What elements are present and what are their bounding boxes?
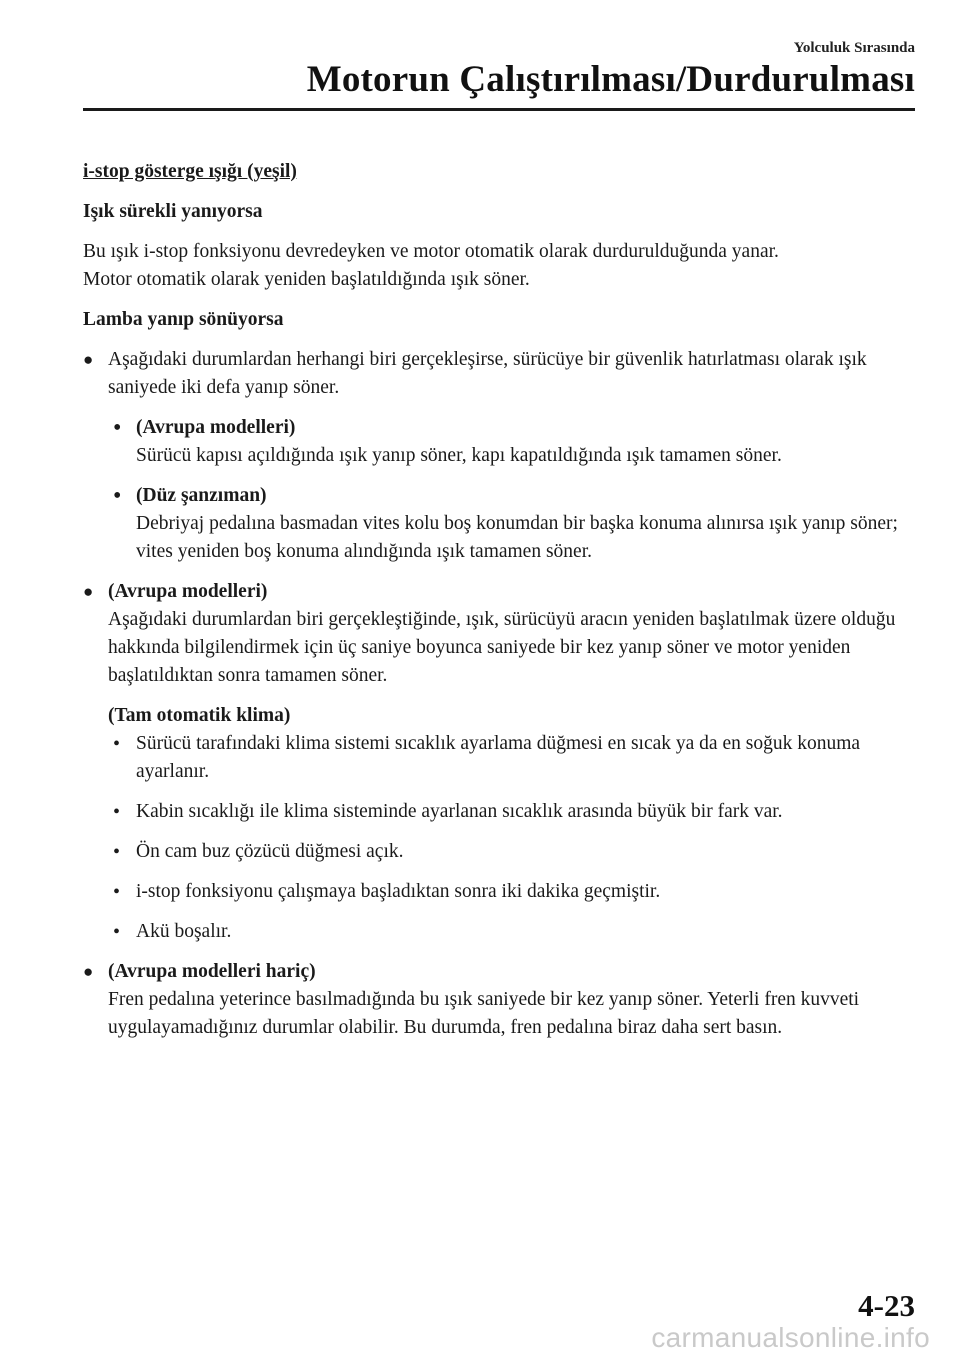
condition-text: Akü boşalır. (136, 921, 232, 942)
bullet-text: Fren pedalına yeterince basılmadığında bu ışık saniyede bir kez yanıp söner. Yeterli fren kuvveti uygulayamadığınız durumlar olabilir. Bu durumda, fren pedalına biraz daha sert basın. (108, 989, 860, 1038)
bullet-dot-icon: • (113, 483, 122, 509)
bullet-dot-icon: • (113, 881, 121, 903)
watermark: carmanualsonline.info (651, 1322, 930, 1353)
header-divider (83, 108, 915, 111)
paragraph-line: Bu ışık i-stop fonksiyonu devredeyken ve motor otomatik olarak durdurulduğunda yanar. (83, 241, 779, 262)
paragraph-steady (83, 238, 918, 294)
page-number: 4-23 (858, 1288, 915, 1323)
document-body (83, 158, 918, 1054)
bullet-dot-icon: • (113, 921, 121, 943)
condition-text: Sürücü tarafındaki klima sistemi sıcaklık ayarlama düğmesi en sıcak ya da en soğuk konuma ayarlanır. (136, 733, 861, 782)
bullet-title: (Avrupa modelleri hariç) (108, 961, 316, 982)
paragraph-line: Motor otomatik olarak yeniden başlatıldığında ışık söner. (83, 269, 530, 290)
condition-item (83, 798, 918, 826)
bullet-item (83, 346, 918, 402)
bullet-dot-icon: • (113, 841, 121, 863)
section-heading: i-stop gösterge ışığı (yeşil) (83, 161, 297, 182)
bullet-dot-icon: • (113, 415, 122, 441)
sub-bullet-text: Sürücü kapısı açıldığında ışık yanıp söner, kapı kapatıldığında ışık tamamen söner. (136, 445, 782, 466)
sub-bullet-item (83, 482, 918, 566)
bullet-text: Aşağıdaki durumlardan biri gerçekleştiğinde, ışık, sürücüyü aracın yeniden başlatılmak üzere olduğu hakkında bilgilendirmek için üç saniye boyunca saniyede bir kez yanıp söner ve motor yeniden başlatıldıktan sonra tamamen söner. (108, 609, 896, 686)
condition-item (83, 918, 918, 946)
bullet-dot-icon: ● (83, 962, 94, 981)
condition-text: i-stop fonksiyonu çalışmaya başladıktan sonra iki dakika geçmiştir. (136, 881, 661, 902)
sub-bullet-item (83, 414, 918, 470)
subheading-steady: Işık sürekli yanıyorsa (83, 201, 263, 222)
bullet-item (83, 578, 918, 690)
condition-text: Kabin sıcaklığı ile klima sisteminde ayarlanan sıcaklık arasında büyük bir fark var. (136, 801, 783, 822)
bullet-dot-icon: • (113, 733, 121, 755)
sub-bullet-text: Debriyaj pedalına basmadan vites kolu boş konumdan bir başka konuma alınırsa ışık yanıp söner; vites yeniden boş konuma alındığında ışık tamamen söner. (136, 513, 898, 562)
bullet-text: Aşağıdaki durumlardan herhangi biri gerçekleşirse, sürücüye bir güvenlik hatırlatması olarak ışık saniyede iki defa yanıp söner. (108, 349, 867, 398)
sub-bullet-title: (Avrupa modelleri) (136, 417, 296, 438)
bullet-item (83, 958, 918, 1042)
bullet-title: (Avrupa modelleri) (108, 581, 268, 602)
section-label: Yolculuk Sırasında (793, 40, 915, 56)
bullet-dot-icon: ● (83, 350, 94, 369)
condition-text: Ön cam buz çözücü düğmesi açık. (136, 841, 404, 862)
sub-bullet-title: (Düz şanzıman) (136, 485, 267, 506)
condition-item (83, 730, 918, 786)
bullet-dot-icon: • (113, 801, 121, 823)
condition-item (83, 878, 918, 906)
page-title: Motorun Çalıştırılması/Durdurulması (306, 59, 915, 100)
climate-subheading: (Tam otomatik klima) (108, 705, 291, 726)
condition-item (83, 838, 918, 866)
bullet-dot-icon: ● (83, 582, 94, 601)
subheading-flashing: Lamba yanıp sönüyorsa (83, 309, 284, 330)
